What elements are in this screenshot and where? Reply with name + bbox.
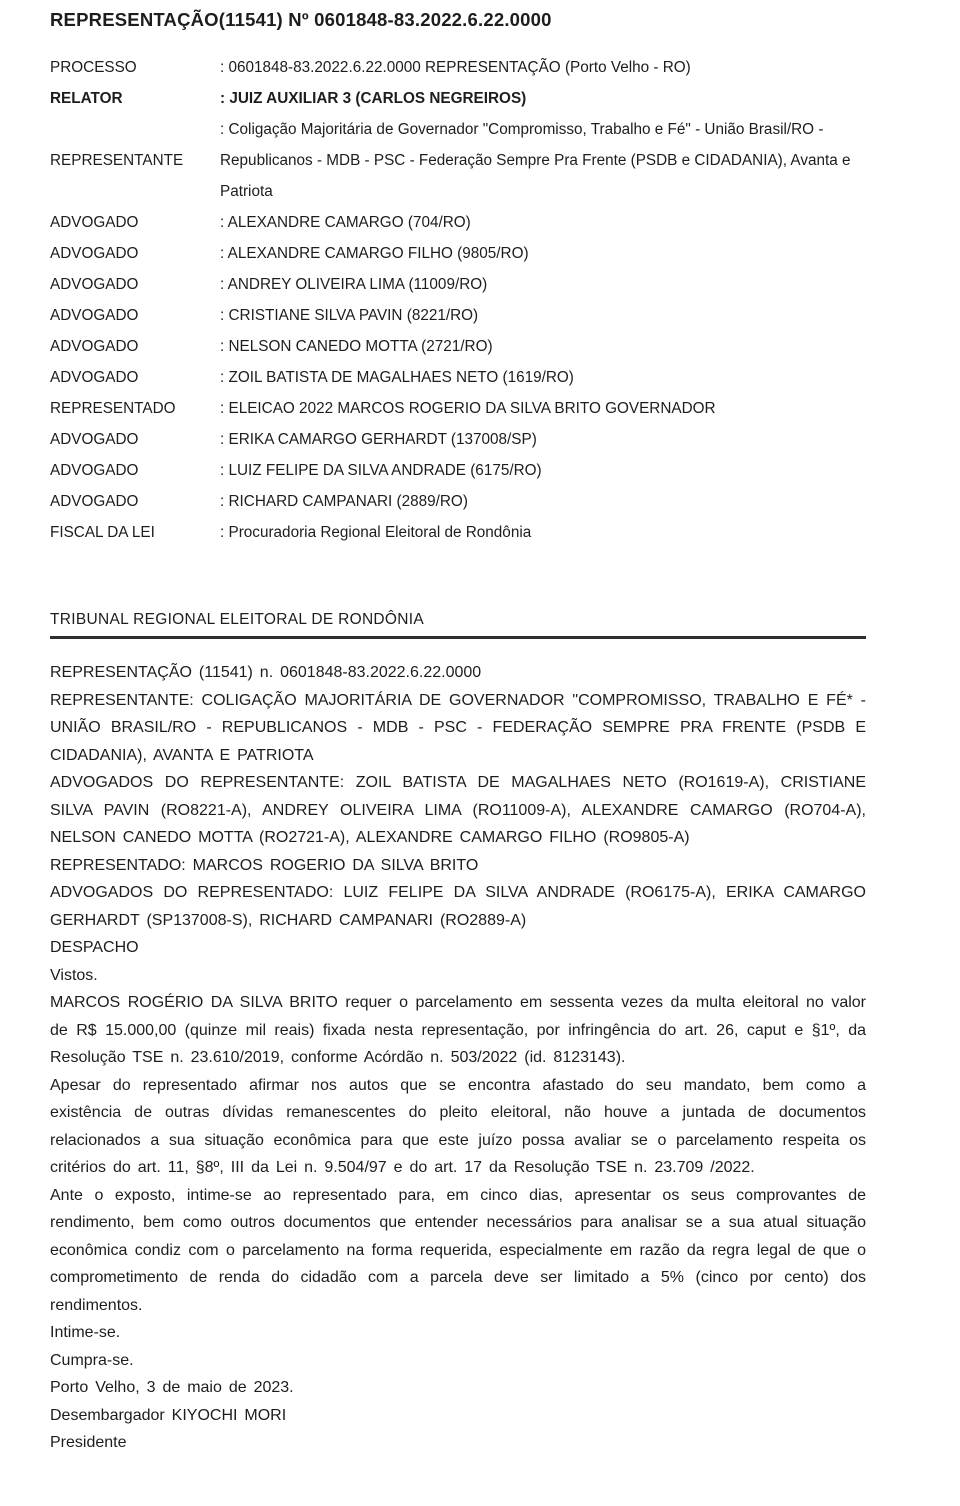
party-value: : Coligação Majoritária de Governador "Compromisso, Trabalho e Fé" - União Brasil/RO - Republicanos - MDB - PSC - Federação Sempre Pra Frente (PSDB e CIDADANIA), Avanta e Patriota (220, 121, 851, 200)
party-role-label: PROCESSO (50, 59, 137, 76)
decision-paragraph: MARCOS ROGÉRIO DA SILVA BRITO requer o parcelamento em sessenta vezes da multa eleitoral no valor de R$ 15.000,00 (quinze mil reais) fixada nesta representação, por infringência do art. 26, caput e §1º, da Resolução TSE n. 23.610/2019, conforme Acórdão n. 503/2022 (id. 8123143). (50, 994, 866, 1066)
decision-paragraph: REPRESENTAÇÃO (11541) n. 0601848-83.2022.6.22.0000 (50, 664, 482, 681)
decision-paragraph: Presidente (50, 1434, 127, 1451)
party-row-processo (50, 52, 866, 83)
party-value: : ELEICAO 2022 MARCOS ROGERIO DA SILVA BRITO GOVERNADOR (220, 400, 716, 417)
party-role-label: ADVOGADO (50, 276, 139, 293)
party-role-label: ADVOGADO (50, 369, 139, 386)
party-role-label: ADVOGADO (50, 493, 139, 510)
document-content (50, 8, 866, 1457)
party-row-advogado (50, 424, 866, 455)
party-role-label: ADVOGADO (50, 431, 139, 448)
party-table (50, 52, 866, 548)
section-divider (50, 636, 866, 639)
decision-paragraph: Apesar do representado afirmar nos autos que se encontra afastado do seu mandato, bem como a existência de outras dívidas remanescentes do pleito eleitoral, não houve a juntada de documentos relacionados a sua situação econômica para que este juízo possa avaliar se o parcelamento respeita os critérios do art. 11, §8º, III da Lei n. 9.504/97 e do art. 17 da Resolução TSE n. 23.709 /2022. (50, 1076, 866, 1176)
party-value: : NELSON CANEDO MOTTA (2721/RO) (220, 338, 493, 355)
party-value: : CRISTIANE SILVA PAVIN (8221/RO) (220, 307, 479, 324)
party-row-relator (50, 83, 866, 114)
party-row-advogado (50, 300, 866, 331)
party-value: : LUIZ FELIPE DA SILVA ANDRADE (6175/RO) (220, 462, 542, 479)
decision-paragraph: Ante o exposto, intime-se ao representado para, em cinco dias, apresentar os seus comprovantes de rendimento, bem como outros documentos que entender necessários para analisar se a sua atual situação econômica condiz com o parcelamento na forma requerida, especialmente em razão da regra legal de que o comprometimento de renda do cidadão com a parcela deve ser limitado a 5% (cinco por cento) dos rendimentos. (50, 1186, 866, 1314)
party-row-advogado (50, 269, 866, 300)
party-row-advogado (50, 238, 866, 269)
party-row-advogado (50, 362, 866, 393)
party-row-representante (50, 114, 866, 207)
party-value: : ERIKA CAMARGO GERHARDT (137008/SP) (220, 431, 537, 448)
party-row-advogado (50, 486, 866, 517)
decision-paragraph: DESPACHO (50, 939, 139, 956)
party-value: : ZOIL BATISTA DE MAGALHAES NETO (1619/RO) (220, 369, 574, 386)
party-row-representado (50, 393, 866, 424)
decision-paragraph: Cumpra-se. (50, 1351, 134, 1369)
party-value: : ALEXANDRE CAMARGO FILHO (9805/RO) (220, 245, 529, 262)
document-title: REPRESENTAÇÃO(11541) Nº 0601848-83.2022.6.22.0000 (50, 9, 552, 30)
party-row-advogado (50, 331, 866, 362)
party-role-label: ADVOGADO (50, 338, 139, 355)
decision-paragraph: Desembargador KIYOCHI MORI (50, 1406, 287, 1424)
decision-paragraph: ADVOGADOS DO REPRESENTADO: LUIZ FELIPE DA SILVA ANDRADE (RO6175-A), ERIKA CAMARGO GERHARDT (SP137008-S), RICHARD CAMPANARI (RO2889-A) (50, 884, 866, 929)
party-role-label: RELATOR (50, 90, 123, 107)
party-value: : ANDREY OLIVEIRA LIMA (11009/RO) (220, 276, 488, 293)
party-row-fiscal-da-lei (50, 517, 866, 548)
party-value: : JUIZ AUXILIAR 3 (CARLOS NEGREIROS) (220, 90, 527, 107)
party-role-label: REPRESENTADO (50, 400, 176, 417)
decision-paragraph: ADVOGADOS DO REPRESENTANTE: ZOIL BATISTA DE MAGALHAES NETO (RO1619-A), CRISTIANE SILVA PAVIN (RO8221-A), ANDREY OLIVEIRA LIMA (RO11009-A), ALEXANDRE CAMARGO (RO704-A), NELSON CANEDO MOTTA (RO2721-A), ALEXANDRE CAMARGO FILHO (RO9805-A) (50, 774, 866, 846)
party-value: : 0601848-83.2022.6.22.0000 REPRESENTAÇÃO (Porto Velho - RO) (220, 59, 691, 76)
decision-paragraph: REPRESENTANTE: COLIGAÇÃO MAJORITÁRIA DE GOVERNADOR "COMPROMISSO, TRABALHO E FÉ* - UNIÃO BRASIL/RO - REPUBLICANOS - MDB - PSC - FEDERAÇÃO SEMPRE PRA FRENTE (PSDB E CIDADANIA), AVANTA E PATRIOTA (50, 691, 866, 764)
decision-section (50, 610, 866, 1457)
party-row-advogado (50, 207, 866, 238)
court-heading: TRIBUNAL REGIONAL ELEITORAL DE RONDÔNIA (50, 611, 425, 628)
party-role-label: FISCAL DA LEI (50, 524, 155, 541)
party-role-label: REPRESENTANTE (50, 152, 184, 169)
decision-paragraph: Intime-se. (50, 1324, 121, 1341)
party-value: : RICHARD CAMPANARI (2889/RO) (220, 493, 468, 510)
decision-paragraph: Vistos. (50, 966, 98, 984)
party-value: : Procuradoria Regional Eleitoral de Rondônia (220, 524, 532, 541)
decision-paragraph: REPRESENTADO: MARCOS ROGERIO DA SILVA BRITO (50, 856, 479, 874)
party-role-label: ADVOGADO (50, 214, 139, 231)
party-role-label: ADVOGADO (50, 307, 139, 324)
party-value: : ALEXANDRE CAMARGO (704/RO) (220, 214, 471, 231)
party-row-advogado (50, 455, 866, 486)
party-role-label: ADVOGADO (50, 462, 139, 479)
party-role-label: ADVOGADO (50, 245, 139, 262)
decision-paragraph: Porto Velho, 3 de maio de 2023. (50, 1379, 294, 1396)
